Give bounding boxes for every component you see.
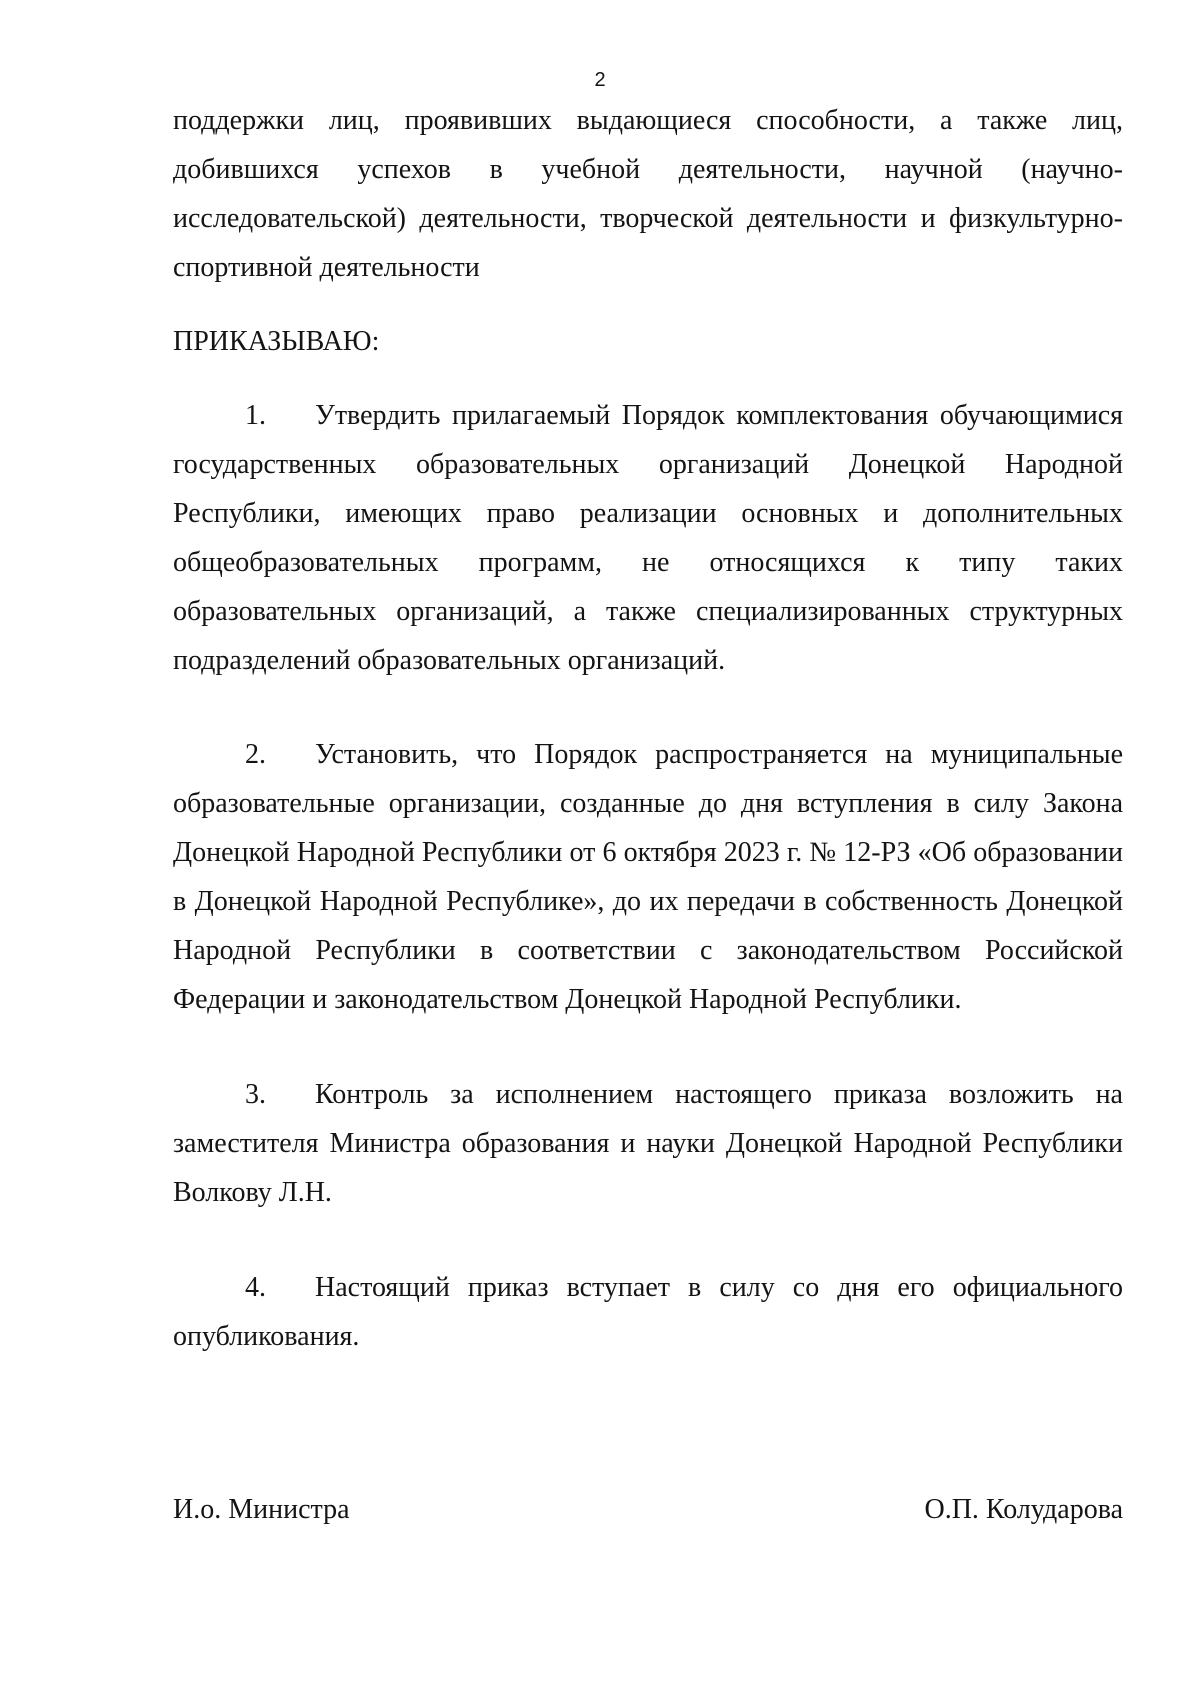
item-text: Контроль за исполнением настоящего приказа возложить на заместителя Министра образования и науки Донецкой Народной Республики Волкову Л.Н.	[173, 1079, 1123, 1208]
intro-paragraph: поддержки лиц, проявивших выдающиеся способности, а также лиц, добившихся успехов в учебной деятельности, научной (научно-исследовательской) деятельности, творческой деятельности и физкультурно-спортивной деятельности	[173, 105, 1123, 283]
item-number: 2.	[245, 739, 266, 770]
item-text: Настоящий приказ вступает в силу со дня его официального опубликования.	[173, 1272, 1123, 1352]
order-item-1	[173, 391, 1123, 685]
item-text: Утвердить прилагаемый Порядок комплектования обучающимися государственных образовательных организаций Донецкой Народной Республики, имеющих право реализации основных и дополнительных общеобразовательных программ, не относящихся к типу таких образовательных организаций, а также специализированных структурных подразделений образовательных организаций.	[173, 400, 1123, 676]
order-item-2	[173, 730, 1123, 1024]
page-number: 2	[594, 69, 606, 91]
item-number: 4.	[245, 1272, 266, 1303]
order-heading: ПРИКАЗЫВАЮ:	[173, 326, 380, 357]
order-item-4	[173, 1263, 1123, 1361]
item-number: 3.	[245, 1079, 266, 1110]
document-body	[173, 96, 1123, 1361]
item-number: 1.	[245, 400, 266, 431]
signatory-position: И.о. Министра	[173, 1494, 350, 1525]
signatory-name: О.П. Колударова	[924, 1494, 1123, 1525]
signature-block	[173, 1490, 1123, 1530]
item-text: Установить, что Порядок распространяется на муниципальные образовательные организации, созданные до дня вступления в силу Закона Донецкой Народной Республики от 6 октября 2023 г. № 12-РЗ «Об образовании в Донецкой Народной Республике», до их передачи в собственность Донецкой Народной Республики в соответствии с законодательством Российской Федерации и законодательством Донецкой Народной Республики.	[173, 739, 1123, 1015]
order-item-3	[173, 1070, 1123, 1217]
